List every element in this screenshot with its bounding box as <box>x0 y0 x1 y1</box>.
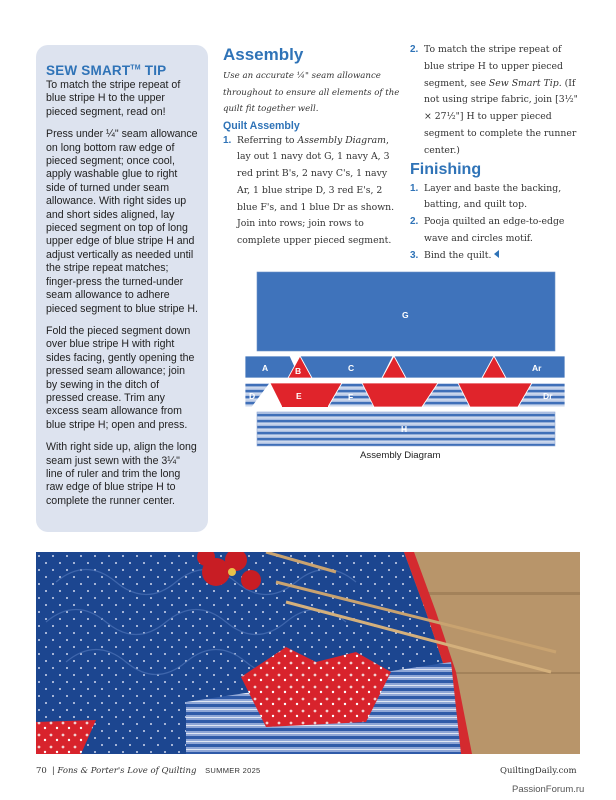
assembly-intro: Use an accurate ¼" seam allowance throughout to ensure all elements of the quilt fit together well. <box>223 71 400 114</box>
tip-paragraph: To match the stripe repeat of blue stripe H to the upper pieced segment, read on! <box>46 79 181 118</box>
assembly-section <box>223 45 401 250</box>
sew-smart-tip-box <box>36 45 208 532</box>
tip-reference: Sew Smart Tip <box>488 77 559 89</box>
right-column <box>410 42 584 265</box>
step-number: 2. <box>410 44 419 55</box>
label-h: H <box>401 424 408 434</box>
piece-c <box>394 356 494 378</box>
label-g: G <box>402 310 409 320</box>
table-runner-photo <box>36 552 580 754</box>
quilt-assembly-subheading: Quilt Assembly <box>223 119 300 132</box>
finishing-step: 2. Pooja quilted an edge-to-edge wave and circles motif. <box>410 216 565 244</box>
publication-name: Fons & Porter's Love of Quilting <box>57 766 197 776</box>
tip-paragraph: Fold the pieced segment down over blue stripe H with right sides facing, gently opening the pressed seam allowance; join by sewing in the ditch of pressed crease. Trim any excess seam allowance from blue stripe H; open and press. <box>46 324 195 431</box>
label-f: F <box>348 392 354 402</box>
label-b: B <box>295 366 302 376</box>
step-number: 3. <box>410 249 419 261</box>
website-link[interactable]: QuiltingDaily.com <box>500 766 577 776</box>
diagram-caption: Assembly Diagram <box>360 450 441 461</box>
tip-paragraph: With right side up, align the long seam just sewn with the 3¼" line of ruler and trim the long raw edge of blue stripe H to complete the runner center. <box>46 441 197 507</box>
page-number: 70 <box>36 766 47 776</box>
piece-e-accent <box>282 401 328 407</box>
label-a: A <box>262 363 269 373</box>
piece-ar <box>494 356 565 378</box>
tip-title: SEW SMART™ TIP <box>46 63 167 78</box>
page-footer: 70 | Fons & Porter's Love of Quilting SUMMER 2025 <box>36 766 261 776</box>
finishing-step: 1. Layer and baste the backing, batting, and quilt top. <box>410 182 562 211</box>
step-number: 1. <box>223 134 232 146</box>
row-2 <box>245 356 565 378</box>
assembly-step: 2. To match the stripe repeat of blue stripe H to upper pieced segment, see Sew Smart Tip. (If not using stripe fabric, join [3½" × 27½"] H to upper pieced segment to complete the runner center.) <box>410 44 578 156</box>
piece-c <box>300 356 393 378</box>
assembly-step: 1. Referring to Assembly Diagram, lay out 1 navy dot G, 1 navy A, 3 red print B's, 2 navy C's, 1 navy Ar, 1 blue stripe D, 3 red E's, 2 blue F's, and 1 blue Dr as shown. Join into rows; join rows to complete upper pieced segment. <box>223 134 395 247</box>
tip-paragraph: Press under ¼" seam allowance on long bottom raw edge of pieced segment; once cool, apply washable glue to right side of turned under seam allowance. With right sides up and short sides aligned, lay pieced segment on top of long upper edge of blue stripe H and adjust vertically as needed until the stripe repeat matches; finger-press the turned-under seam allowance to adhere pieced segment to blue stripe H. <box>46 128 198 315</box>
finishing-step: 3. Bind the quilt. <box>410 248 584 265</box>
end-mark-icon <box>494 250 499 258</box>
label-c: C <box>348 363 355 373</box>
label-d: D <box>249 391 256 401</box>
watermark: PassionForum.ru <box>512 784 585 795</box>
label-ar: Ar <box>532 363 542 373</box>
label-dr: Dr <box>543 391 553 401</box>
assembly-diagram <box>240 270 570 470</box>
label-e: E <box>296 391 302 401</box>
diagram-reference: Assembly Diagram <box>297 134 386 146</box>
issue-date: SUMMER 2025 <box>205 766 261 775</box>
finishing-heading: Finishing <box>410 160 482 178</box>
step-number: 2. <box>410 216 419 228</box>
assembly-heading: Assembly <box>223 45 304 64</box>
step-number: 1. <box>410 182 419 194</box>
